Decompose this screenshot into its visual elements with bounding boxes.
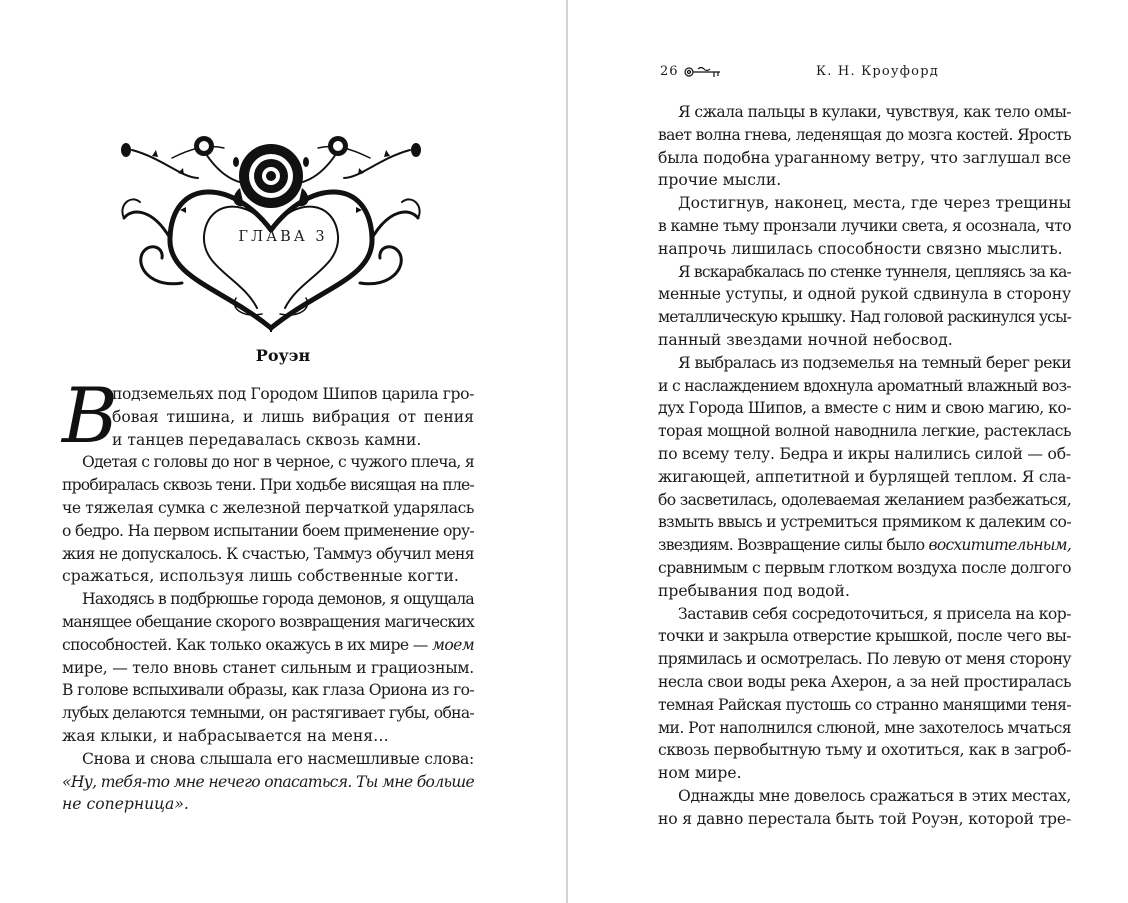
text-line — [658, 808, 1071, 831]
text-span: звездиям. Возвращение силы было — [658, 536, 929, 555]
text-line — [658, 603, 1071, 626]
text-span: о бедро. На первом испытании боем применение ору- — [62, 521, 474, 540]
text-span: по всему телу. Бедра и икры налились силой — об- — [658, 444, 1071, 463]
text-line — [62, 474, 474, 497]
text-line — [658, 101, 1071, 124]
text-span: панный звездами ночной небосвод. — [658, 330, 953, 349]
text-span: сражаться, используя лишь собственные когти. — [62, 567, 459, 586]
text-span: че тяжелая сумка с железной перчаткой ударялась — [62, 498, 474, 517]
page-number: 26 — [660, 64, 679, 79]
text-span: вает волна гнева, леденящая до мозга костей. Ярость — [658, 125, 1071, 144]
text-span: мире, — тело вновь станет сильным и грациозным. — [62, 658, 474, 677]
text-span: сравнимым с первым глотком воздуха после долгого — [658, 558, 1071, 577]
text-span: жая клыки, и набрасывается на меня… — [62, 726, 389, 745]
key-icon — [684, 65, 722, 79]
italic-text: восхитительным, — [928, 536, 1072, 555]
paragraph — [658, 352, 1071, 603]
text-line — [658, 306, 1071, 329]
text-line — [658, 169, 1071, 192]
running-head-author: К. Н. Кроуфорд — [816, 64, 939, 79]
text-line — [658, 580, 1071, 603]
text-line — [658, 352, 1071, 375]
text-span: взмыть ввысь и устремиться прямиком к далеким со- — [658, 513, 1071, 532]
paragraph — [658, 785, 1071, 831]
text-span: Одетая с головы до ног в черное, с чужого плеча, я — [82, 453, 474, 472]
text-span: Я вскарабкалась по стенке туннеля, цепляясь за ка- — [678, 262, 1071, 281]
paragraph — [658, 261, 1071, 352]
chapter-title: Роуэн — [255, 346, 311, 365]
text-span: несла свои воды река Ахерон, а за ней простиралась — [658, 672, 1072, 691]
right-page — [568, 0, 1128, 903]
text-line — [658, 192, 1071, 215]
text-span: Достигнув, наконец, места, где через трещины — [678, 194, 1071, 213]
text-line — [62, 725, 474, 748]
text-span: но я давно перестала быть той Роуэн, которой тре- — [658, 809, 1071, 828]
text-span: пребывания под водой. — [658, 581, 850, 600]
text-line — [62, 565, 474, 588]
paragraph — [658, 192, 1071, 260]
text-line — [658, 124, 1071, 147]
text-line — [62, 429, 474, 452]
text-span: точки и закрыла отверстие крышкой, после чего вы- — [658, 627, 1071, 646]
text-span: ном мире. — [658, 764, 742, 783]
text-line — [62, 588, 474, 611]
text-span: темная Райская пустошь со странно манящими теня- — [658, 695, 1071, 714]
text-line — [658, 466, 1071, 489]
text-line — [658, 739, 1071, 762]
text-line — [658, 511, 1071, 534]
text-line — [658, 443, 1071, 466]
italic-text: моем — [432, 635, 474, 654]
text-line — [658, 329, 1071, 352]
paragraph — [658, 603, 1071, 785]
text-line — [658, 717, 1071, 740]
text-line — [62, 793, 474, 816]
text-line — [62, 771, 474, 794]
text-span: подземельях под Городом Шипов царила гро- — [112, 385, 474, 403]
text-span: жия не допускалось. К счастью, Таммуз обучил меня — [62, 544, 474, 563]
text-span: бовая тишина, и лишь вибрация от пения — [112, 407, 474, 426]
text-span: Заставив себя сосредоточиться, я присела на кор- — [678, 604, 1071, 623]
text-line — [658, 261, 1071, 284]
text-span: ми. Рот наполнился слюной, мне захотелось мчаться — [658, 718, 1071, 737]
left-body-text — [62, 383, 474, 816]
chapter-label: ГЛАВА 3 — [238, 229, 328, 245]
text-line — [658, 238, 1071, 261]
text-span: металлическую крышку. Над головой раскинулся усы- — [658, 308, 1071, 327]
text-span: В голове вспыхивали образы, как глаза Ориона из го- — [62, 681, 474, 700]
text-span: была подобна ураганному ветру, что заглушал все — [658, 148, 1071, 167]
text-span: прямилась и осмотрелась. По левую от меня сторону — [658, 650, 1071, 669]
text-line — [658, 785, 1071, 808]
text-line — [62, 406, 474, 429]
italic-text: не соперница». — [62, 795, 189, 814]
text-span: и с наслаждением вдохнула ароматный влажный воз- — [658, 376, 1071, 395]
text-line — [62, 520, 474, 543]
text-span: и танцев передавалась сквозь камни. — [112, 430, 422, 449]
text-line — [62, 451, 474, 474]
text-span: в камне тьму пронзали лучики света, я осознала, что — [658, 216, 1071, 235]
text-line — [658, 283, 1071, 306]
text-line — [658, 489, 1071, 512]
text-span: Я выбралась из подземелья на темный берег реки — [678, 353, 1071, 372]
right-body-text — [658, 101, 1071, 831]
text-line — [658, 648, 1071, 671]
text-line — [62, 634, 474, 657]
rose-heart-ornament-icon — [112, 118, 430, 332]
text-span: жигающей, аппетитной и бурлящей теплом. Я сла- — [658, 467, 1071, 486]
text-span: бо засветилась, одолеваемая желанием разбежаться, — [658, 490, 1071, 509]
text-line — [658, 420, 1071, 443]
text-line — [658, 534, 1071, 557]
paragraph — [658, 101, 1071, 192]
text-line — [658, 694, 1071, 717]
text-line — [658, 762, 1071, 785]
text-line — [62, 497, 474, 520]
italic-text: «Ну, тебя-то мне нечего опасаться. Ты мне больше — [62, 772, 474, 791]
text-line — [62, 543, 474, 566]
text-span: напрочь лишилась способности связно мыслить. — [658, 239, 1063, 258]
text-line — [658, 215, 1071, 238]
text-line — [658, 625, 1071, 648]
text-line — [658, 557, 1071, 580]
text-line — [658, 671, 1071, 694]
text-span: Я сжала пальцы в кулаки, чувствуя, как тело омы- — [678, 103, 1071, 121]
text-line — [62, 748, 474, 771]
text-line — [62, 383, 474, 406]
text-span: лубых делаются темными, он растягивает губы, обна- — [62, 704, 474, 723]
text-span: сквозь первобытную тьму и охотиться, как в загроб- — [658, 741, 1071, 760]
running-head — [660, 64, 1000, 84]
text-span: Снова и снова слышала его насмешливые слова: — [82, 749, 474, 768]
text-span: дух Города Шипов, а вместе с ним и свою магию, ко- — [658, 399, 1071, 418]
text-span: манящее обещание скорого возвращения магических — [62, 612, 474, 631]
text-line — [658, 397, 1071, 420]
text-line — [62, 679, 474, 702]
text-span: Однажды мне довелось сражаться в этих местах, — [678, 786, 1071, 805]
text-span: прочие мысли. — [658, 171, 782, 190]
text-span: Находясь в подбрюшье города демонов, я ощущала — [82, 590, 474, 609]
text-span: торая мощной волной наводнила легкие, растеклась — [658, 422, 1071, 441]
paragraph — [62, 383, 474, 451]
paragraph — [62, 748, 474, 816]
text-line — [62, 611, 474, 634]
text-line — [658, 375, 1071, 398]
paragraph — [62, 588, 474, 748]
paragraph — [62, 451, 474, 588]
text-span: менные уступы, и одной рукой сдвинула в сторону — [658, 285, 1071, 304]
text-line — [62, 702, 474, 725]
text-span: способностей. Как только окажусь в их мире — — [62, 635, 433, 654]
text-line — [62, 657, 474, 680]
text-line — [658, 147, 1071, 170]
drop-cap: В — [62, 371, 118, 460]
text-span: пробиралась сквозь тени. При ходьбе висящая на пле- — [62, 476, 474, 495]
